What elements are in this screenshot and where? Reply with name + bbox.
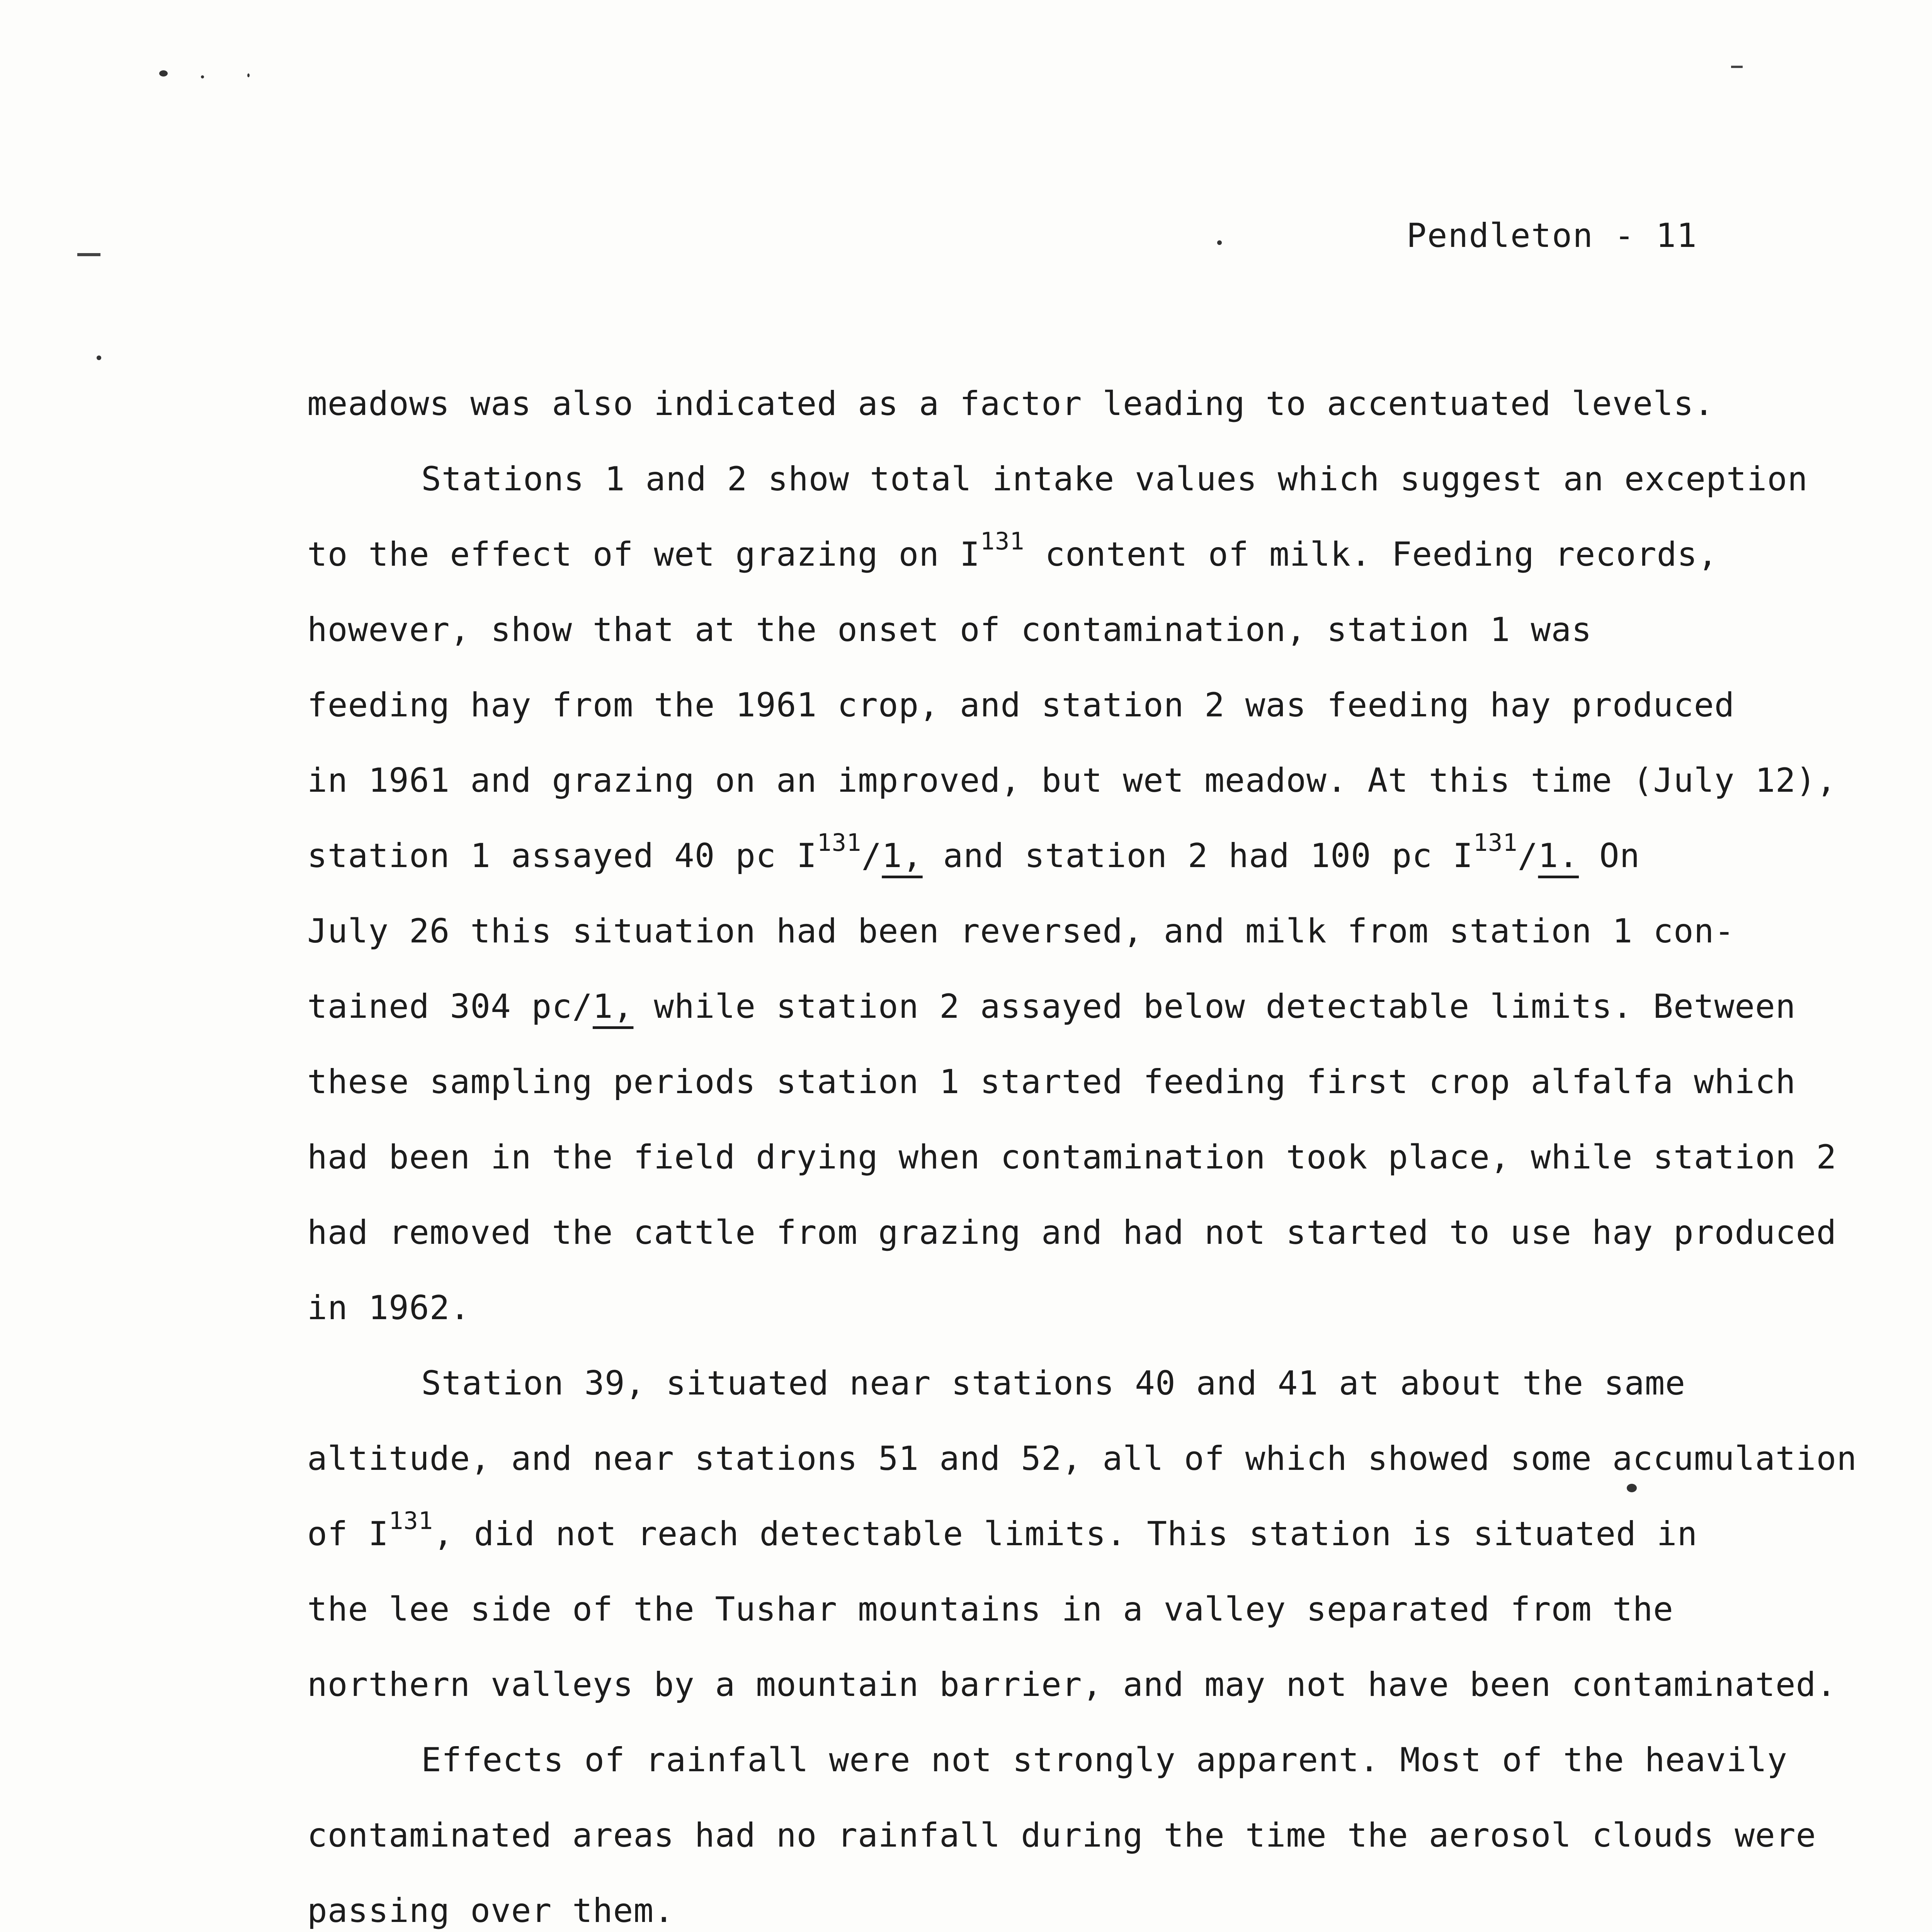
text-line	[307, 686, 1735, 724]
text-segment: station 1 assayed 40 pc I	[307, 837, 817, 875]
text-line	[307, 1891, 674, 1930]
text-segment: feeding hay from the 1961 crop, and station 2 was feeding hay produced	[307, 686, 1735, 724]
text-segment: had been in the field drying when contamination took place, while station 2	[307, 1138, 1837, 1177]
scan-mark	[77, 253, 100, 256]
text-line	[307, 1590, 1673, 1629]
text-line	[307, 1063, 1796, 1101]
text-line	[307, 1507, 1698, 1553]
text-segment: Station 39, situated near stations 40 and 41 at about the same	[421, 1364, 1686, 1403]
text-segment: meadows was also indicated as a factor leading to accentuated levels.	[307, 384, 1714, 423]
text-line	[307, 611, 1592, 649]
text-segment: to the effect of wet grazing on I	[307, 535, 980, 574]
text-line	[307, 1138, 1837, 1177]
isotope-superscript: 131	[389, 1507, 434, 1535]
running-head: Pendleton - 11	[1406, 216, 1697, 255]
text-segment: On	[1579, 837, 1640, 875]
text-segment: these sampling periods station 1 started feeding first crop alfalfa which	[307, 1063, 1796, 1101]
text-segment: July 26 this situation had been reversed, and milk from station 1 con-	[307, 912, 1735, 951]
text-segment: while station 2 assayed below detectable limits. Between	[633, 987, 1796, 1026]
text-line	[307, 1665, 1837, 1704]
isotope-superscript: 131	[980, 527, 1025, 555]
text-segment: /	[861, 837, 882, 875]
scan-speck	[97, 355, 101, 360]
underlined-unit: 1.	[1538, 837, 1579, 875]
text-segment: northern valleys by a mountain barrier, and may not have been contaminated.	[307, 1665, 1837, 1704]
text-line	[421, 1364, 1685, 1403]
text-line	[307, 912, 1735, 951]
scan-speck	[1217, 240, 1222, 245]
text-line	[421, 1741, 1787, 1779]
text-segment: the lee side of the Tushar mountains in a valley separated from the	[307, 1590, 1674, 1629]
text-segment: altitude, and near stations 51 and 52, all of which showed some accumulation	[307, 1439, 1857, 1478]
underlined-unit: 1,	[882, 837, 923, 875]
text-line	[307, 1439, 1857, 1478]
text-line	[307, 1213, 1837, 1252]
text-segment: had removed the cattle from grazing and had not started to use hay produced	[307, 1213, 1837, 1252]
scan-speck	[159, 70, 168, 77]
text-segment: content of milk. Feeding records,	[1024, 535, 1718, 574]
text-segment: passing over them.	[307, 1891, 674, 1930]
isotope-superscript: 131	[1473, 828, 1518, 857]
text-segment: and station 2 had 100 pc I	[922, 837, 1473, 875]
text-segment: of I	[307, 1515, 389, 1553]
text-line	[307, 1289, 470, 1327]
text-line	[307, 384, 1714, 423]
underlined-unit: 1,	[592, 987, 634, 1026]
isotope-superscript: 131	[817, 828, 862, 857]
text-line	[307, 527, 1718, 574]
text-line	[307, 1816, 1816, 1855]
text-segment: tained 304 pc/	[307, 987, 593, 1026]
text-line	[307, 987, 1796, 1026]
text-line	[307, 828, 1640, 875]
text-segment: /	[1517, 837, 1538, 875]
scan-speck	[1627, 1484, 1637, 1492]
text-segment: however, show that at the onset of contamination, station 1 was	[307, 611, 1592, 649]
text-segment: , did not reach detectable limits. This station is situated in	[433, 1515, 1698, 1553]
scan-mark	[1731, 66, 1743, 68]
scan-speck	[247, 73, 250, 77]
text-segment: contaminated areas had no rainfall during the time the aerosol clouds were	[307, 1816, 1816, 1855]
scan-speck	[201, 75, 204, 78]
text-segment: Stations 1 and 2 show total intake values which suggest an exception	[421, 460, 1808, 498]
text-segment: in 1962.	[307, 1289, 471, 1327]
text-line	[421, 460, 1808, 498]
text-segment: in 1961 and grazing on an improved, but wet meadow. At this time (July 12),	[307, 761, 1837, 800]
text-line	[307, 761, 1837, 800]
text-segment: Effects of rainfall were not strongly apparent. Most of the heavily	[421, 1741, 1788, 1779]
